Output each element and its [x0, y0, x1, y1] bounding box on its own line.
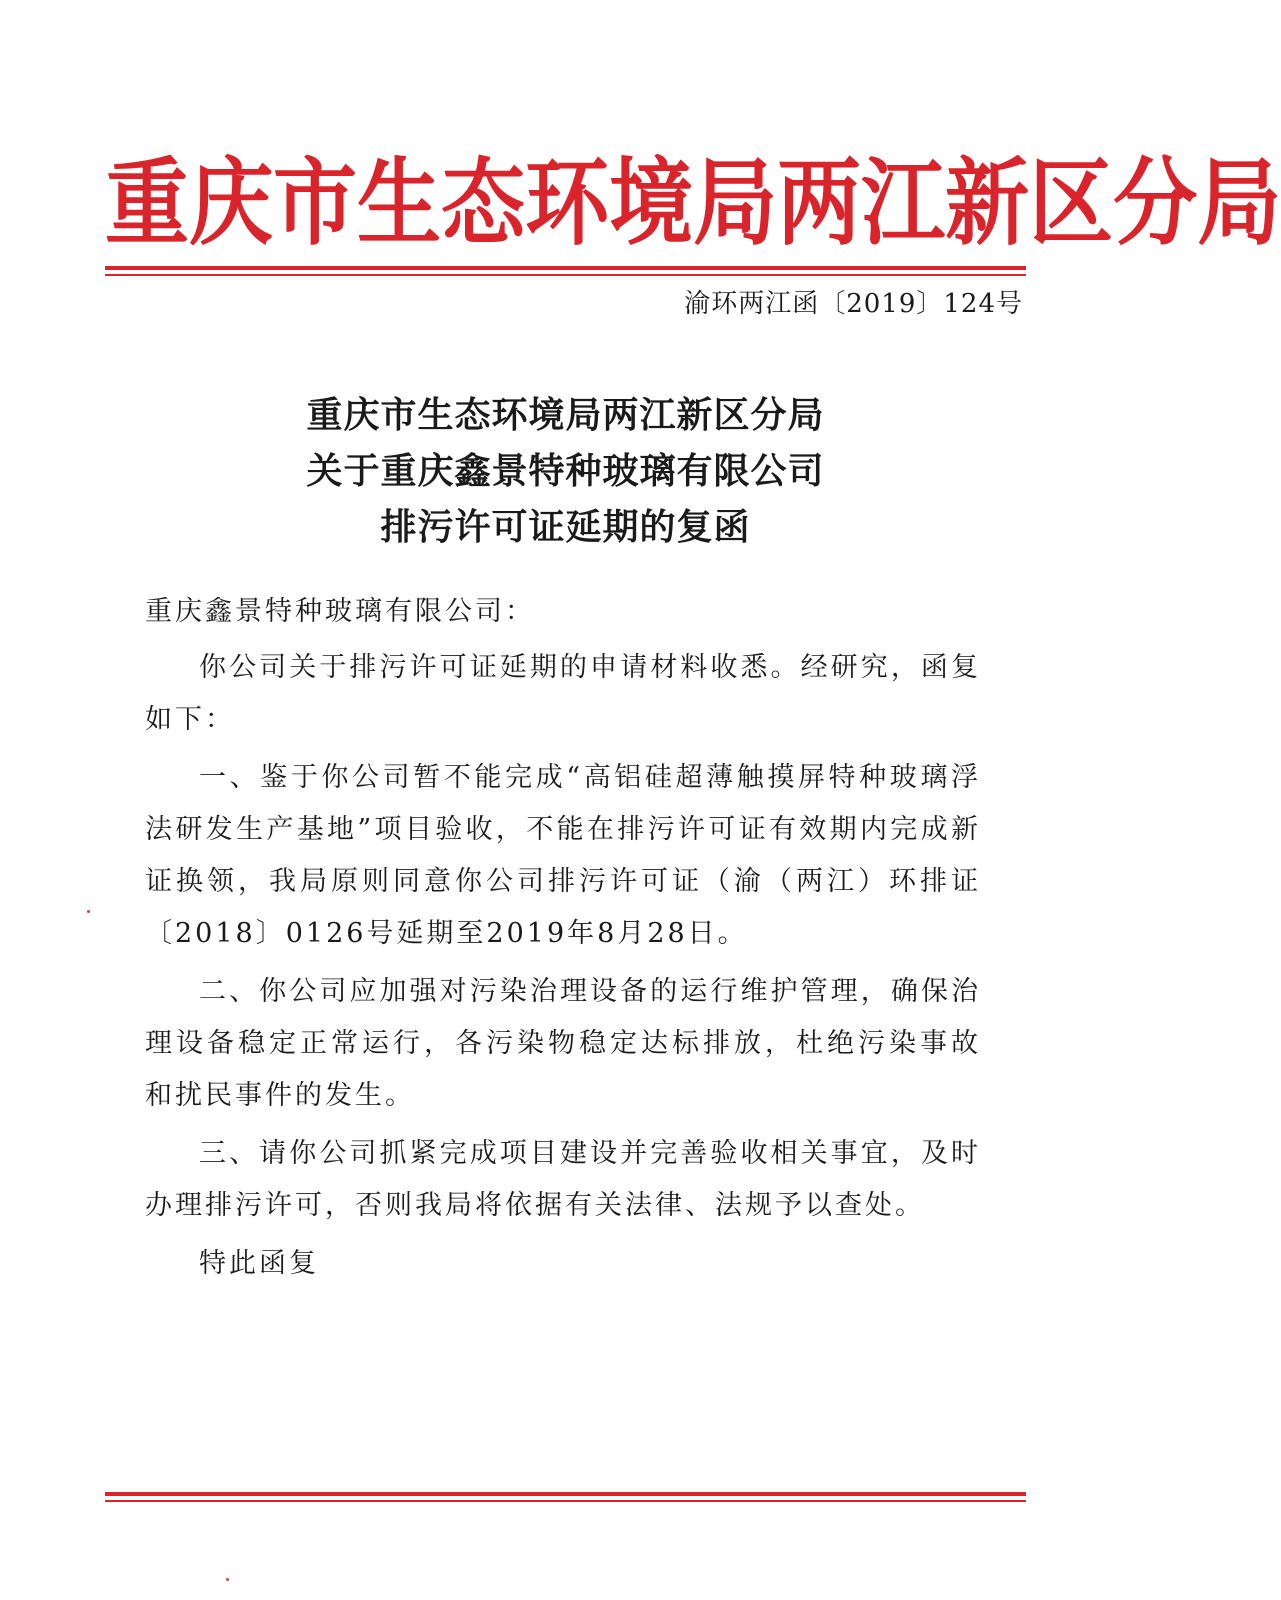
document-title: [105, 388, 1026, 556]
letterhead-char: 分: [1113, 148, 1198, 258]
letterhead-char: 市: [273, 148, 358, 258]
title-line-1: 重庆市生态环境局两江新区分局: [306, 395, 825, 436]
scan-speck: [226, 1578, 229, 1581]
title-line-2: 关于重庆鑫景特种玻璃有限公司: [306, 451, 825, 492]
letterhead-char: 新: [945, 148, 1030, 258]
letterhead-char: 庆: [189, 148, 274, 258]
letterhead-char: 局: [693, 148, 778, 258]
letterhead-char: 环: [525, 148, 610, 258]
letterhead-rule-thick: [105, 266, 1026, 270]
closing-line: 特此函复: [199, 1248, 319, 1279]
document-number: 渝环两江函〔2019〕124号: [684, 289, 1023, 319]
letterhead-char: 境: [609, 148, 694, 258]
letterhead-char: 区: [1029, 148, 1114, 258]
document-body: [145, 586, 981, 1296]
title-line-3: 排污许可证延期的复函: [380, 507, 751, 548]
intro-paragraph: 你公司关于排污许可证延期的申请材料收悉。经研究，函复如下：: [145, 652, 981, 735]
letterhead-org-name: [105, 148, 1281, 258]
letterhead-rule-thin: [105, 274, 1026, 276]
letterhead-char: 两: [777, 148, 862, 258]
salutation: 重庆鑫景特种玻璃有限公司：: [145, 596, 535, 627]
letterhead-char: 局: [1197, 148, 1281, 258]
item-1-paragraph: 一、鉴于你公司暂不能完成“高铝硅超薄触摸屏特种玻璃浮法研发生产基地”项目验收，不能在排污许可证有效期内完成新证换领，我局原则同意你公司排污许可证（渝（两江）环排证〔2018〕0126号延期至2019年8月28日。: [145, 762, 981, 949]
letterhead-char: 态: [441, 148, 526, 258]
footer-rule-thin: [105, 1500, 1026, 1502]
letterhead-char: 江: [861, 148, 946, 258]
letterhead-char: 生: [357, 148, 442, 258]
scan-speck: [87, 910, 90, 913]
item-2-paragraph: 二、你公司应加强对污染治理设备的运行维护管理，确保治理设备稳定正常运行，各污染物稳定达标排放，杜绝污染事故和扰民事件的发生。: [145, 976, 981, 1111]
item-3-paragraph: 三、请你公司抓紧完成项目建设并完善验收相关事宜，及时办理排污许可，否则我局将依据有关法律、法规予以查处。: [145, 1138, 981, 1221]
letterhead-char: 重: [105, 148, 190, 258]
footer-rule-thick: [105, 1492, 1026, 1496]
